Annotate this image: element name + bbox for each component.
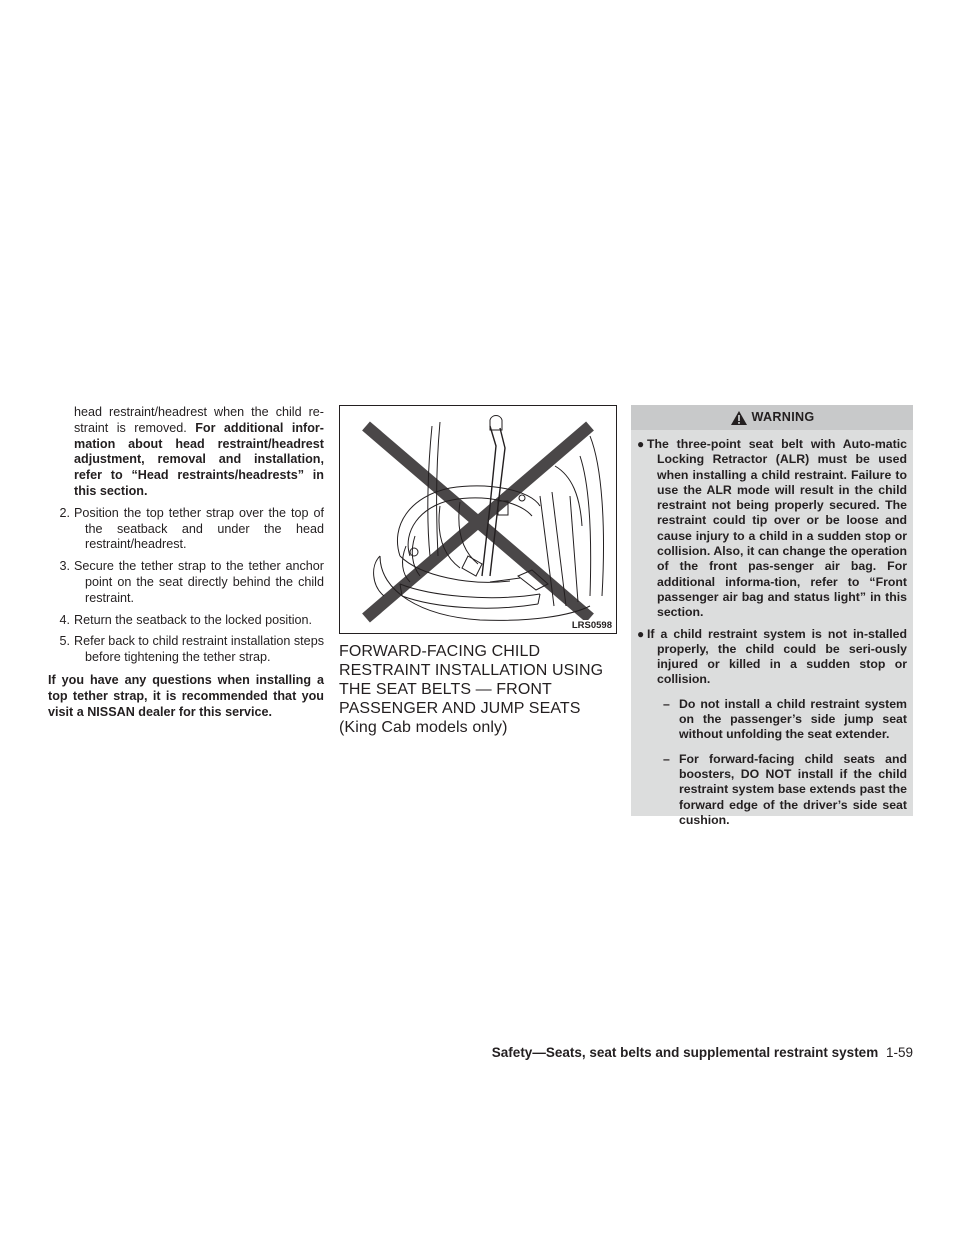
section-heading (339, 642, 617, 737)
continuation-paragraph (48, 405, 324, 500)
step-item (48, 506, 324, 553)
footer-section-title: Safety—Seats, seat belts and supplemental restraint system (491, 1045, 879, 1060)
heading-subtitle: (King Cab models only) (339, 719, 508, 736)
continuation-bold-text: For additional infor-mation about head restraint/headrest adjustment, removal and installation, refer to “Head restraints/headrests” in this section. (74, 420, 324, 498)
step-item (48, 559, 324, 606)
step-text: Refer back to child restraint installation steps before tightening the tether strap. (74, 634, 324, 665)
left-column (48, 405, 324, 720)
step-number: 3. (59, 559, 70, 574)
step-text: Position the top tether strap over the top of the seatback and under the head restraint/headrest. (74, 505, 324, 552)
warning-sub-text: Do not install a child restraint system on the passenger’s side jump seat without unfolding the seat extender. (679, 696, 907, 742)
step-item (48, 613, 324, 629)
warning-bullet-text: If a child restraint system is not in-stalled properly, the child could be seri-ously injured or killed in a sudden stop or collision. (647, 626, 907, 687)
heading-line: THE SEAT BELTS — FRONT (339, 681, 552, 698)
heading-line: PASSENGER AND JUMP SEATS (339, 700, 581, 717)
page-footer (492, 1045, 913, 1060)
step-text: Return the seatback to the locked position. (74, 612, 313, 627)
figure-code: LRS0598 (571, 620, 612, 631)
closing-note: If you have any questions when installing a top tether strap, it is recommended that you visit a NISSAN dealer for this service. (48, 672, 324, 719)
child-seat-illustration (340, 406, 616, 633)
warning-sub-item (631, 752, 913, 828)
bullet-dot: ● (637, 437, 645, 451)
warning-header (631, 405, 913, 430)
page-number: 1-59 (885, 1045, 913, 1060)
step-item (48, 634, 324, 666)
step-number: 5. (59, 634, 70, 649)
step-text: Secure the tether strap to the tether anchor point on the seat directly behind the child restraint. (74, 559, 324, 605)
warning-title: WARNING (751, 409, 815, 424)
middle-column (339, 405, 617, 737)
step-number: 2. (59, 505, 70, 520)
continuation-text: head restraint/headrest when the child re-straint is removed. (74, 405, 324, 435)
warning-bullet (631, 627, 913, 688)
heading-line: FORWARD-FACING CHILD (339, 643, 541, 660)
step-number: 4. (59, 612, 70, 627)
warning-triangle-icon (730, 410, 748, 426)
warning-bullet (631, 437, 913, 621)
bullet-dot: ● (637, 626, 645, 641)
dash-marker: – (663, 751, 670, 766)
illustration-figure (339, 405, 617, 634)
warning-box (631, 405, 913, 827)
warning-bullet-text: The three-point seat belt with Auto-matic Locking Retractor (ALR) must be used when installing a child restraint. Failure to use the ALR mode will result in the child restraint not being properly secured. The restraint could tip over or be loose and cause injury to a child in a sudden stop or collision. Also, it can change the operation of the front pas-senger air bag. For additional informa-tion, refer to “Front passenger air bag and status light” in this section. (647, 437, 907, 620)
heading-line: RESTRAINT INSTALLATION USING (339, 662, 604, 679)
right-column (631, 405, 913, 827)
warning-sub-item (631, 697, 913, 743)
warning-sub-text: For forward-facing child seats and boosters, DO NOT install if the child restraint system base extends past the forward edge of the driver’s side seat cushion. (679, 751, 907, 827)
dash-marker: – (663, 696, 670, 711)
